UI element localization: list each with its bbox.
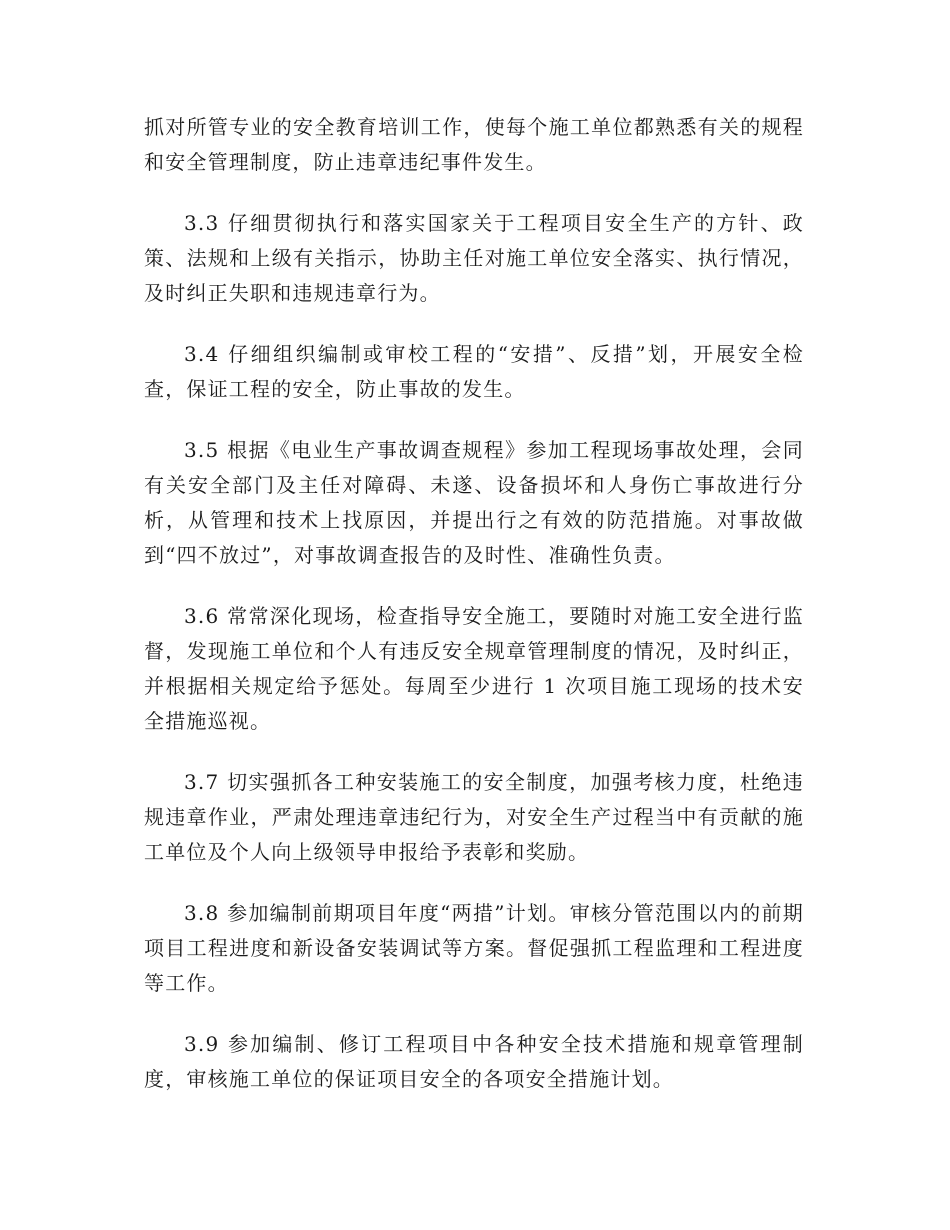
paragraph-3-9: 3.9 参加编制、修订工程项目中各种安全技术措施和规章管理制度，审核施工单位的保证项目安全的各项安全措施计划。: [144, 1032, 804, 1091]
paragraph-3-8: 3.8 参加编制前期项目年度“两措”计划。审核分管范围以内的前期项目工程进度和新设备安装调试等方案。督促强抓工程监理和工程进度等工作。: [144, 901, 804, 995]
paragraph-3-3: 3.3 仔细贯彻执行和落实国家关于工程项目安全生产的方针、政策、法规和上级有关指示，协助主任对施工单位安全落实、执行情况，及时纠正失职和违规违章行为。: [144, 211, 804, 305]
paragraph-3-7: 3.7 切实强抓各工种安装施工的安全制度，加强考核力度，杜绝违规违章作业，严肃处理违章违纪行为，对安全生产过程当中有贡献的施工单位及个人向上级领导申报给予表彰和奖励。: [144, 770, 804, 864]
paragraph-continued: 抓对所管专业的安全教育培训工作，使每个施工单位都熟悉有关的规程和安全管理制度，防止违章违纪事件发生。: [144, 115, 804, 174]
paragraph-3-5: 3.5 根据《电业生产事故调查规程》参加工程现场事故处理，会同有关安全部门及主任对障碍、未遂、设备损坏和人身伤亡事故进行分析，从管理和技术上找原因，并提出行之有效的防范措施。对事故做到“四不放过”，对事故调查报告的及时性、准确性负责。: [144, 438, 804, 567]
document-body: [144, 110, 804, 1123]
paragraph-3-4: 3.4 仔细组织编制或审校工程的“安措”、反措”划，开展安全检查，保证工程的安全，防止事故的发生。: [144, 342, 804, 401]
paragraph-3-6: 3.6 常常深化现场，检查指导安全施工，要随时对施工安全进行监督，发现施工单位和个人有违反安全规章管理制度的情况，及时纠正，并根据相关规定给予惩处。每周至少进行 1 次项目施工现场的技术安全措施巡视。: [144, 604, 804, 733]
